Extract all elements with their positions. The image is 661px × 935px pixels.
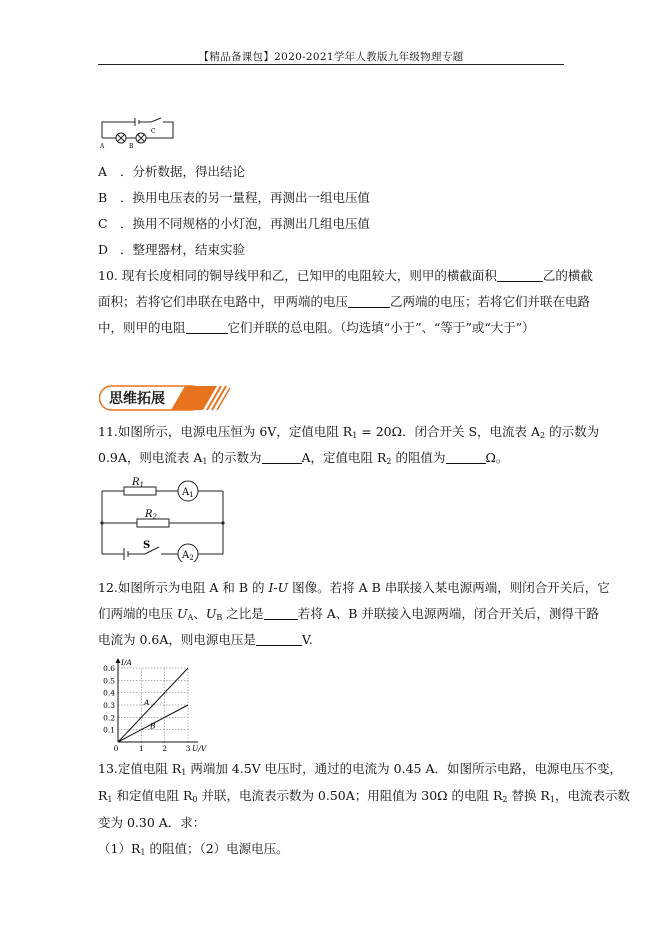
point-c-label: C bbox=[151, 128, 156, 135]
option-a: A ．分析数据，得出结论 bbox=[98, 164, 246, 179]
series-label-b: B bbox=[150, 721, 156, 731]
y-axis-label: I/A bbox=[121, 658, 132, 667]
q11-line-1: 11.如图所示，电源电压恒为 6V，定值电阻 $R_1 = 20\Omega$．闭合开关 S，电流表 $A_2$ 的示数为 bbox=[98, 424, 600, 440]
iu-chart bbox=[96, 656, 214, 752]
answer-blank bbox=[446, 451, 486, 464]
answer-blank bbox=[262, 451, 302, 464]
circuit-diagram-series-lamps bbox=[99, 113, 177, 149]
x-axis-label: U/V bbox=[192, 744, 207, 752]
r1-label: $R_1$ bbox=[132, 477, 144, 489]
page-header: 【精品备课包】2020-2021学年人教版九年级物理专题 bbox=[198, 51, 464, 63]
point-a-label: A bbox=[100, 143, 105, 149]
section-badge bbox=[99, 383, 231, 413]
q12-line-3: 电流为 0.6A，则电源电压是 V. bbox=[98, 632, 313, 647]
x-tick-label: 1 bbox=[138, 744, 144, 752]
q10-line-2: 面积；若将它们串联在电路中，甲两端的电压 乙两端的电压；若将它们并联在电路 bbox=[98, 294, 591, 309]
ammeter-a2-label: $A_2$ bbox=[182, 550, 194, 562]
x-tick-label: 2 bbox=[162, 744, 168, 752]
q12-line-2: 们两端的电压 $U_A$、$U_B$ 之比是 若将 A、B 并联接入电源两端，闭合开关后，测得干路 bbox=[98, 606, 599, 622]
answer-blank bbox=[497, 269, 543, 282]
section-title: 思维拓展 bbox=[109, 391, 165, 407]
series-label-a: A bbox=[144, 698, 150, 707]
y-tick-label: 0.5 bbox=[103, 676, 115, 686]
point-b-label: B bbox=[129, 143, 134, 149]
option-c: C ．换用不同规格的小灯泡，再测出几组电压值 bbox=[98, 216, 371, 231]
option-b: B ．换用电压表的另一量程，再测出一组电压值 bbox=[98, 190, 371, 205]
header-rule bbox=[98, 64, 564, 65]
answer-blank bbox=[186, 321, 228, 334]
x-tick-label: 0 bbox=[113, 744, 119, 752]
q13-line-1: 13.定值电阻 $R_1$ 两端加 4.5V 电压时，通过的电流为 0.45 A．如图所示电路，电源电压不变， bbox=[98, 761, 622, 777]
q13-line-2: $R_1$ 和定值电阻 $R_0$ 并联，电流表示数为 0.50A；用阻值为 30Ω 的电阻 $R_2$ 替换 $R_1$，电流表示数 bbox=[98, 788, 630, 804]
option-d: D ．整理器材，结束实验 bbox=[98, 242, 246, 257]
answer-blank bbox=[264, 607, 298, 620]
y-tick-label: 0.3 bbox=[103, 701, 115, 710]
q13-line-4: $(1)R_1$ 的阻值；（2）电源电压。 bbox=[98, 841, 289, 857]
circuit-diagram-parallel bbox=[99, 476, 227, 562]
answer-blank bbox=[348, 295, 390, 308]
y-tick-label: 0.6 bbox=[103, 664, 115, 673]
y-axis-arrow bbox=[116, 658, 121, 663]
y-tick-label: 0.4 bbox=[103, 688, 115, 698]
q11-line-2: 0.9A，则电流表 $A_1$ 的示数为 A，定值电阻 $R_2$ 的阻值为 Ω。 bbox=[98, 450, 509, 466]
ammeter-a1-label: $A_1$ bbox=[182, 487, 194, 499]
y-tick-label: 0.2 bbox=[103, 713, 115, 723]
x-tick-label: 3 bbox=[185, 744, 191, 752]
switch-s-label: S bbox=[143, 540, 151, 551]
q10-line-1: 10. 现有长度相同的铜导线甲和乙，已知甲的电阻较大，则甲的横截面积 乙的横截 bbox=[98, 268, 593, 283]
q10-line-3: 中，则甲的电阻 它们并联的总电阻。（均选填“小于”、“等于”或“大于”） bbox=[98, 320, 535, 335]
r2-label: $R_2$ bbox=[145, 509, 157, 521]
q12-line-1: 12.如图所示为电阻 A 和 B 的 I-U 图像。若将 A B 串联接入某电源两端，则闭合开关后，它 bbox=[98, 580, 610, 595]
y-tick-label: 0.1 bbox=[103, 725, 115, 735]
q13-line-3: 变为 0.30 A．求： bbox=[98, 815, 206, 830]
answer-blank bbox=[256, 633, 302, 646]
